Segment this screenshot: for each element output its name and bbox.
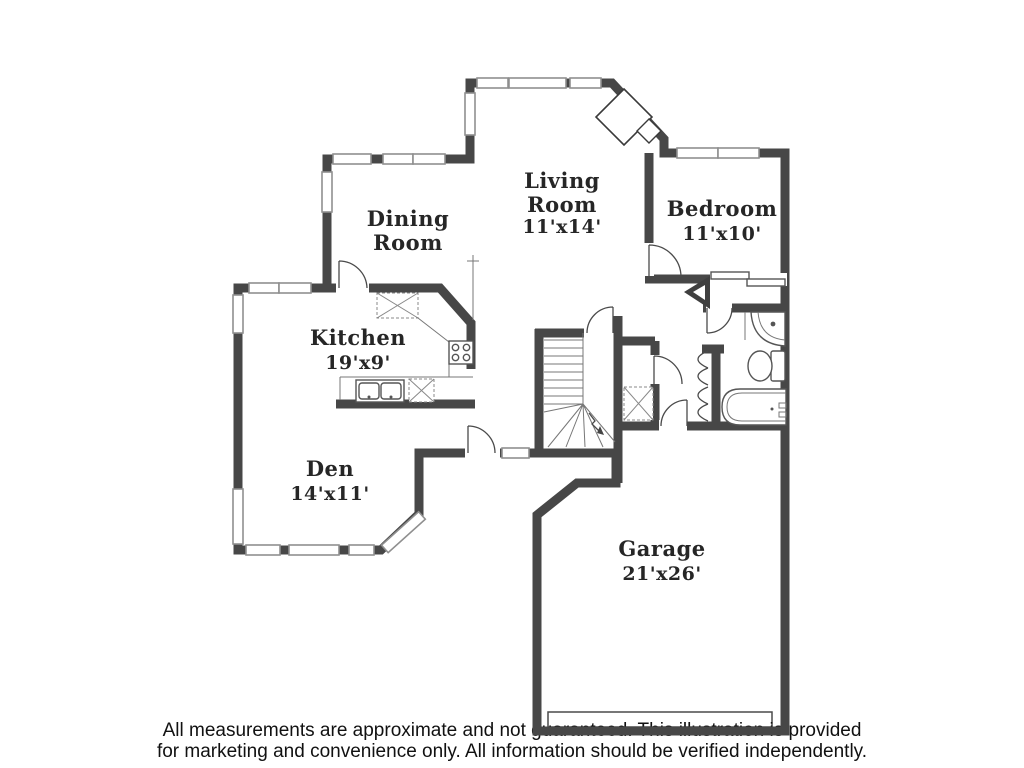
corner-sink <box>751 312 785 346</box>
disclaimer <box>157 720 867 762</box>
svg-text:Room: Room <box>527 192 597 217</box>
dining-wall-stub <box>467 255 479 320</box>
fireplace <box>596 89 661 145</box>
garage-dims: 21'x26' <box>622 563 702 585</box>
hall-bifold-doors <box>698 351 708 421</box>
den-diagonal-window <box>381 512 425 553</box>
disclaimer-line-1: All measurements are approximate and not guaranteed. This illustration is provided <box>162 720 862 741</box>
kitchen-sink <box>356 380 404 402</box>
disclaimer-line-2: for marketing and convenience only. All information should be verified independently. <box>156 741 868 762</box>
kitchen-dims: 19'x9' <box>325 352 391 374</box>
laundry-closet <box>624 387 653 420</box>
bedroom-dims: 11'x10' <box>682 223 762 245</box>
living-room-dims: 11'x14' <box>522 216 602 238</box>
den-label: Den <box>305 456 355 481</box>
bedroom-label: Bedroom <box>666 196 778 221</box>
dining-room-label: Dining <box>366 206 450 231</box>
kitchen-label: Kitchen <box>309 325 407 350</box>
garage-label: Garage <box>618 536 706 561</box>
toilet <box>748 351 785 381</box>
stove <box>449 341 473 364</box>
living-room-label: Living <box>524 168 600 193</box>
bathroom-fixtures <box>722 312 786 425</box>
svg-text:Room: Room <box>373 230 443 255</box>
bathtub <box>722 389 786 425</box>
den-dims: 14'x11' <box>290 483 370 505</box>
staircase <box>544 333 615 447</box>
